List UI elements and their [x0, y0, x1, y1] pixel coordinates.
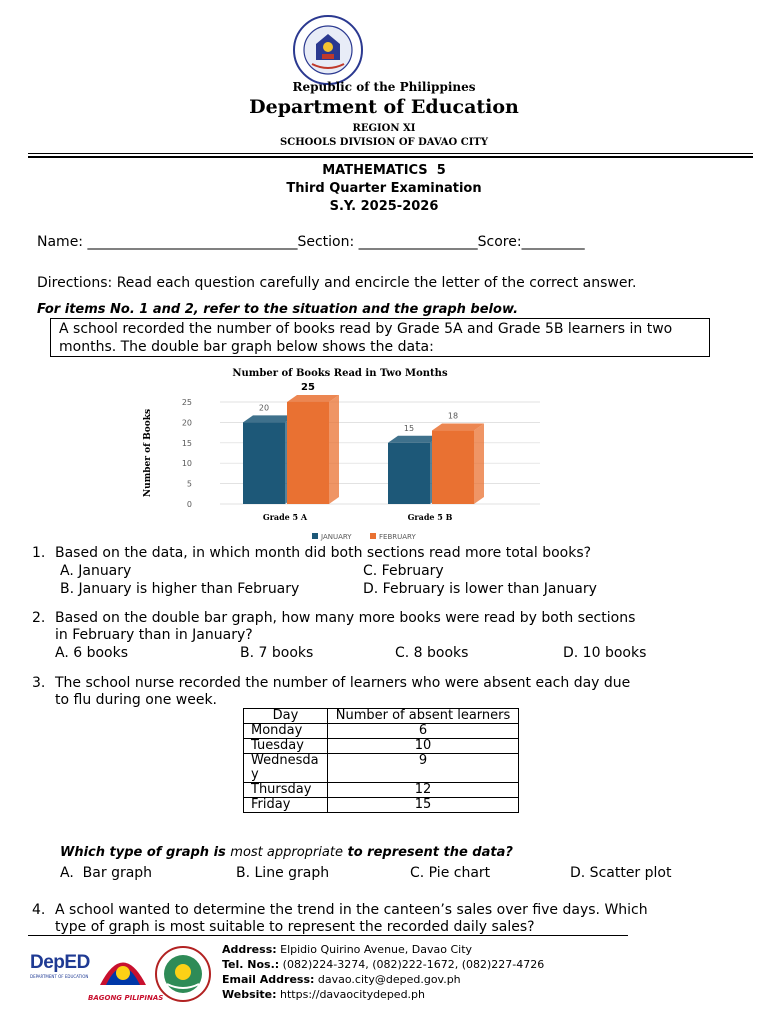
footer-address: [222, 942, 472, 957]
email-label: Email Address:: [222, 973, 315, 986]
header-day: Day: [244, 709, 328, 724]
q4-text-line1: A school wanted to determine the trend in the canteen’s sales over five days. Which: [55, 902, 648, 918]
directions: Directions: Read each question carefully and encircle the letter of the correct answer.: [37, 275, 637, 291]
q1-option-b[interactable]: B. January is higher than February: [60, 581, 300, 597]
q2-text-line2: in February than in January?: [55, 627, 253, 643]
bar-february-1: [432, 431, 474, 504]
chart-title: Number of Books Read in Two Months: [232, 368, 448, 379]
footer-rule: [28, 935, 628, 936]
q3-number: 3.: [32, 675, 46, 691]
q2-text-line1: Based on the double bar graph, how many more books were read by both sections: [55, 610, 636, 626]
q3-question-mid: most appropriate: [230, 845, 343, 860]
email-value[interactable]: davao.city@deped.gov.ph: [317, 973, 461, 986]
q1-option-c[interactable]: C. February: [363, 563, 444, 579]
bar-side-february-1: [474, 424, 484, 504]
y-tick-label: 5: [186, 479, 192, 489]
row-day: Monday: [244, 724, 328, 739]
bar-january-0: [243, 422, 285, 504]
header-rule-thin: [28, 153, 753, 154]
table-row: [244, 783, 519, 798]
q4-number: 4.: [32, 902, 46, 918]
data-label: 25: [301, 382, 315, 393]
republic-line: Republic of the Philippines: [292, 80, 476, 94]
name-section-score-line: Name: ______________________________Section: _________________Score:_________: [37, 234, 585, 250]
legend-label: JANUARY: [321, 533, 352, 541]
y-tick-label: 10: [181, 459, 192, 469]
q4-text-line2: type of graph is most suitable to represent the recorded daily sales?: [55, 919, 535, 935]
deped-seal-logo: [292, 14, 364, 86]
row-day: Friday: [244, 798, 328, 813]
region-line: REGION XI: [352, 123, 416, 134]
tel-value: (082)224-3274, (082)222-1672, (082)227-4726: [282, 958, 545, 971]
bar-february-0: [287, 402, 329, 504]
address-label: Address:: [222, 943, 277, 956]
footer-tel: [222, 957, 544, 972]
y-tick-label: 25: [181, 398, 192, 407]
q3-text-line2: to flu during one week.: [55, 692, 217, 708]
q2-option-c[interactable]: C. 8 books: [395, 645, 469, 661]
x-tick-label: Grade 5 A: [262, 512, 308, 522]
q1-number: 1.: [32, 545, 46, 561]
q2-option-a[interactable]: A. 6 books: [55, 645, 129, 661]
table-header-row: [244, 709, 519, 724]
data-label: 15: [403, 423, 415, 433]
footer-email: [222, 972, 461, 987]
bagong-pilipinas-logo: [92, 945, 154, 995]
deped-logo: [30, 952, 92, 992]
q3-question-post: to represent the data?: [347, 845, 513, 860]
division-line: SCHOOLS DIVISION OF DAVAO CITY: [280, 137, 488, 148]
q3-question-pre: Which type of graph is: [60, 845, 226, 860]
header-absent: Number of absent learners: [328, 709, 519, 724]
items-note: For items No. 1 and 2, refer to the situation and the graph below.: [37, 302, 519, 317]
row-count: 9: [328, 754, 519, 783]
tel-label: Tel. Nos.:: [222, 958, 280, 971]
table-row: [244, 754, 519, 783]
q2-option-b[interactable]: B. 7 books: [240, 645, 314, 661]
row-count: 10: [328, 739, 519, 754]
table-row: [244, 724, 519, 739]
website-value[interactable]: https://davaocitydeped.ph: [280, 988, 426, 1001]
double-bar-chart: [140, 360, 560, 545]
q3-option-b[interactable]: B. Line graph: [236, 865, 330, 881]
table-row: [244, 798, 519, 813]
department-title: Department of Education: [249, 96, 519, 118]
address-value: Elpidio Quirino Avenue, Davao City: [280, 943, 473, 956]
q1-option-d[interactable]: D. February is lower than January: [363, 581, 597, 597]
davao-division-seal-icon: [155, 946, 211, 1002]
data-label: 20: [258, 403, 270, 413]
x-tick-label: Grade 5 B: [407, 512, 453, 522]
bagong-pilipinas-text: BAGONG PILIPINAS: [88, 994, 164, 1002]
y-axis-label: Number of Books: [143, 408, 153, 498]
row-count: 12: [328, 783, 519, 798]
subject-title: MATHEMATICS 5: [322, 163, 446, 178]
legend-swatch-february: [370, 533, 376, 539]
q2-option-d[interactable]: D. 10 books: [563, 645, 647, 661]
row-count: 6: [328, 724, 519, 739]
legend-label: FEBRUARY: [379, 533, 416, 541]
row-count: 15: [328, 798, 519, 813]
row-day: Tuesday: [244, 739, 328, 754]
absences-table: [243, 708, 519, 813]
q3-question: [60, 845, 513, 860]
deped-logo-text: DepED: [30, 952, 90, 973]
y-tick-label: 15: [181, 438, 192, 448]
situation-box: A school recorded the number of books read by Grade 5A and Grade 5B learners in two months. The double bar graph below shows the data:: [50, 318, 710, 357]
q3-option-d[interactable]: D. Scatter plot: [570, 865, 672, 881]
bar-side-february-0: [329, 395, 339, 504]
q2-number: 2.: [32, 610, 46, 626]
row-day: Wednesday: [244, 754, 328, 783]
exam-title: Third Quarter Examination: [286, 181, 482, 196]
q3-option-a[interactable]: A. Bar graph: [60, 865, 153, 881]
bar-january-1: [388, 443, 430, 504]
footer-website: [222, 987, 425, 1002]
legend-swatch-january: [312, 533, 318, 539]
website-label: Website:: [222, 988, 277, 1001]
deped-logo-subtext: DEPARTMENT OF EDUCATION: [30, 974, 89, 979]
y-tick-label: 0: [186, 500, 192, 509]
school-year: S.Y. 2025-2026: [329, 199, 439, 214]
y-tick-label: 20: [181, 418, 192, 428]
data-label: 18: [447, 411, 459, 421]
row-day: Thursday: [244, 783, 328, 798]
q1-option-a[interactable]: A. January: [60, 563, 132, 579]
header-rule-thick: [28, 156, 753, 158]
table-row: [244, 739, 519, 754]
q3-option-c[interactable]: C. Pie chart: [410, 865, 491, 881]
q1-text: Based on the data, in which month did both sections read more total books?: [55, 545, 592, 561]
q3-text-line1: The school nurse recorded the number of learners who were absent each day due: [55, 675, 631, 691]
